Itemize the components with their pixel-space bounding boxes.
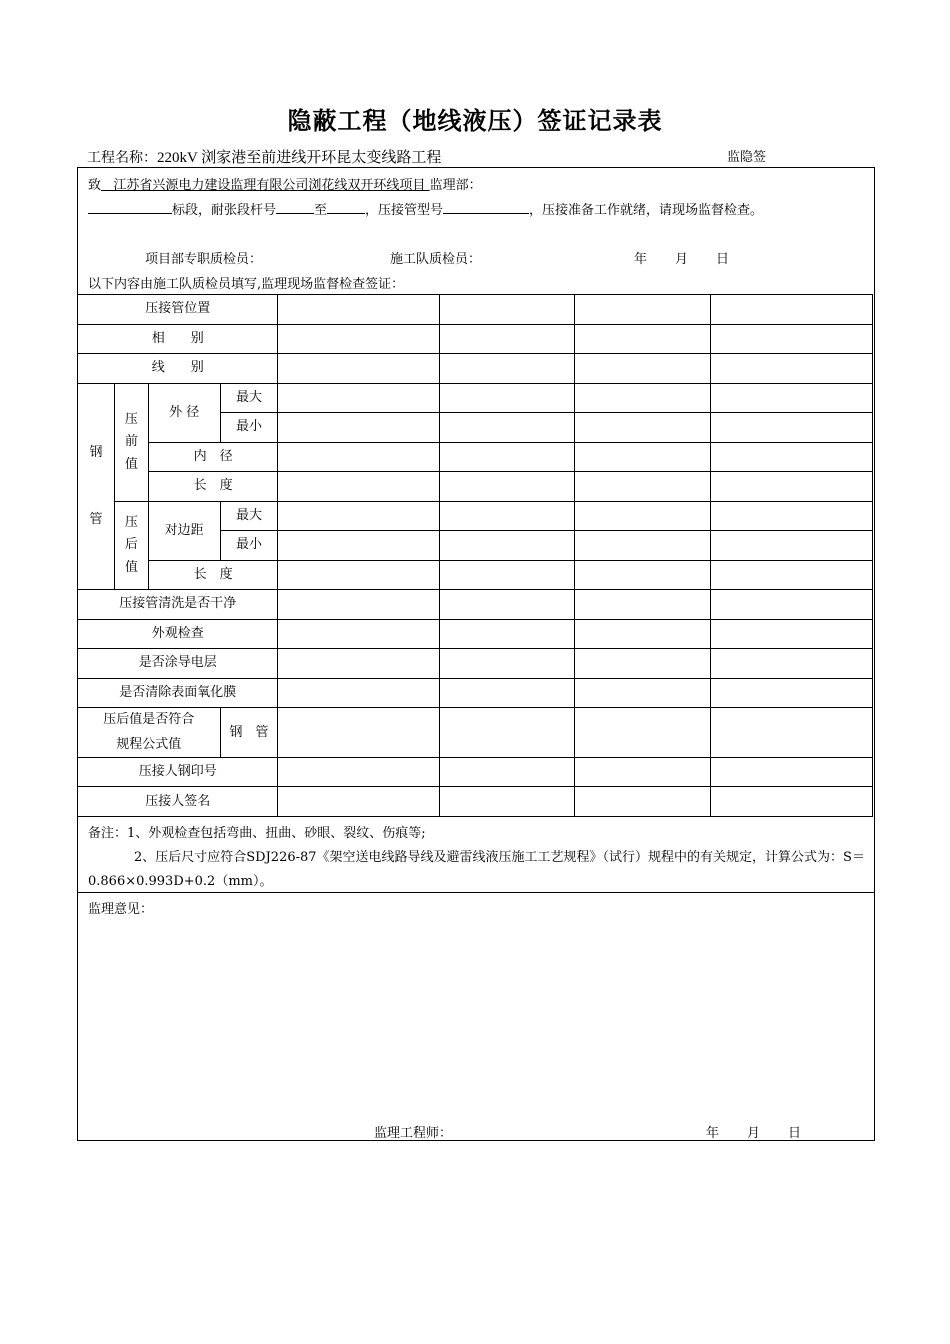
cell-input[interactable] [575,502,710,531]
cell-input[interactable] [710,679,872,708]
cell-input[interactable] [439,531,574,561]
table-row [78,354,873,384]
note-1: 备注：1、外观检查包括弯曲、扭曲、砂眼、裂纹、伤痕等; [88,826,426,841]
outer-diameter-label: 外 径 [148,384,220,443]
cell-input[interactable] [278,502,439,531]
section-blank[interactable] [88,201,172,214]
instruction-text: 以下内容由施工队质检员填写,监理现场监督检查签证： [88,277,405,292]
cell-input[interactable] [710,502,872,531]
cell-input[interactable] [710,708,872,758]
cell-input[interactable] [710,758,872,787]
table-row [78,325,873,354]
team-inspector-label: 施工队质检员： [390,252,482,267]
table-row [78,708,873,758]
cell-input[interactable] [278,590,439,620]
cell-input[interactable] [575,649,710,679]
supervision-opinion-label: 监理意见： [88,902,154,917]
cell-input[interactable] [710,620,872,649]
row-label: 线 别 [78,354,278,384]
cell-input[interactable] [439,758,574,787]
cell-input[interactable] [278,413,439,443]
table-row [78,561,873,590]
section-line: 标段，耐张段杆号 至 ，压接管型号 ，压接准备工作就绪，请现场监督检查。 [88,199,763,218]
table-row [78,590,873,620]
cell-input[interactable] [439,787,574,817]
inspection-table [77,294,873,817]
cell-input[interactable] [439,561,574,590]
opinion-date-line: 年 月 日 [706,1126,802,1141]
cell-input[interactable] [439,472,574,502]
recipient-suffix: 监理部： [429,178,482,193]
cell-input[interactable] [278,443,439,472]
cell-input[interactable] [575,758,710,787]
recipient-line [88,174,482,193]
cell-input[interactable] [278,649,439,679]
cell-input[interactable] [278,561,439,590]
cell-input[interactable] [439,590,574,620]
project-label: 工程名称： [87,150,157,166]
to-prefix: 致 [88,178,102,193]
project-name: 220kV 浏家港至前进线开环昆太变线路工程 [157,150,442,166]
table-row [78,787,873,817]
row-label: 外观检查 [78,620,278,649]
cell-input[interactable] [439,295,574,325]
cell-input[interactable] [278,354,439,384]
project-inspector-label: 项目部专职质检员： [145,252,263,267]
project-name-line [87,146,441,167]
row-label: 压接人签名 [78,787,278,817]
cell-input[interactable] [439,325,574,354]
cell-input[interactable] [278,620,439,649]
cell-input[interactable] [439,413,574,443]
form-frame [77,167,875,1141]
cell-input[interactable] [575,708,710,758]
cell-input[interactable] [710,384,872,413]
cell-input[interactable] [278,679,439,708]
cell-input[interactable] [575,620,710,649]
tube-model-blank[interactable] [443,201,529,214]
recipient-name: 江苏省兴源电力建设监理有限公司浏花线双开环线项目 [113,178,426,193]
table-row [78,649,873,679]
cell-input[interactable] [575,384,710,413]
table-row [78,502,873,531]
note-2: 2、压后尺寸应符合SDJ226-87《架空送电线路导线及避雷线液压施工工艺规程》（试行）规程中的有关规定，计算公式为：S＝0.866×0.993D+0.2（mm）。 [88,850,865,889]
cell-input[interactable] [575,443,710,472]
cell-input[interactable] [278,708,439,758]
cell-input[interactable] [278,384,439,413]
cell-input[interactable] [439,649,574,679]
cell-input[interactable] [710,649,872,679]
row-label: 压接人钢印号 [78,758,278,787]
pre-press-label: 压 前 值 [114,384,148,502]
cell-input[interactable] [575,679,710,708]
table-row [78,295,873,325]
table-row [78,620,873,649]
cell-input[interactable] [575,413,710,443]
divider [78,892,874,893]
cell-input[interactable] [439,708,574,758]
cell-input[interactable] [710,443,872,472]
length-label: 长 度 [148,561,278,590]
row-label: 相 别 [78,325,278,354]
steel-tube-sub-label: 钢 管 [220,708,278,758]
cell-input[interactable] [710,295,872,325]
table-row [78,679,873,708]
date-line: 年 月 日 [634,252,730,267]
table-row [78,443,873,472]
cell-input[interactable] [710,472,872,502]
cell-input[interactable] [575,472,710,502]
steel-tube-label: 钢 管 [78,384,115,590]
page-title: 隐蔽工程（地线液压）签证记录表 [287,106,663,135]
cell-input[interactable] [439,502,574,531]
cell-input[interactable] [278,787,439,817]
across-flats-label: 对边距 [148,502,220,561]
cell-input[interactable] [710,413,872,443]
cell-input[interactable] [710,561,872,590]
row-label: 压接管清洗是否干净 [78,590,278,620]
cell-input[interactable] [439,354,574,384]
cell-input[interactable] [575,325,710,354]
max-label: 最大 [220,384,278,413]
cell-input[interactable] [439,679,574,708]
row-label: 压后值是否符合 规程公式值 [78,708,221,758]
cell-input[interactable] [278,325,439,354]
cell-input[interactable] [575,295,710,325]
cell-input[interactable] [575,561,710,590]
length-label: 长 度 [148,472,278,502]
supervision-engineer-label: 监理工程师： [374,1126,453,1141]
cell-input[interactable] [439,620,574,649]
cell-input[interactable] [575,787,710,817]
table-row [78,384,873,413]
cell-input[interactable] [710,531,872,561]
cell-input[interactable] [575,590,710,620]
cell-input[interactable] [278,758,439,787]
cell-input[interactable] [278,472,439,502]
form-code: 监隐签 [727,150,767,165]
cell-input[interactable] [439,443,574,472]
cell-input[interactable] [278,295,439,325]
cell-input[interactable] [710,787,872,817]
cell-input[interactable] [278,531,439,561]
row-label: 是否涂导电层 [78,649,278,679]
table-row [78,758,873,787]
inner-diameter-label: 内 径 [148,443,278,472]
table-row [78,472,873,502]
cell-input[interactable] [710,325,872,354]
cell-input[interactable] [710,354,872,384]
max-label: 最大 [220,502,278,531]
cell-input[interactable] [575,531,710,561]
cell-input[interactable] [575,354,710,384]
post-press-label: 压 后 值 [114,502,148,590]
row-label: 压接管位置 [78,295,278,325]
cell-input[interactable] [710,590,872,620]
row-label: 是否清除表面氧化膜 [78,679,278,708]
cell-input[interactable] [439,384,574,413]
min-label: 最小 [220,413,278,443]
tower-to-blank[interactable] [327,201,365,214]
tower-from-blank[interactable] [276,201,314,214]
min-label: 最小 [220,531,278,561]
